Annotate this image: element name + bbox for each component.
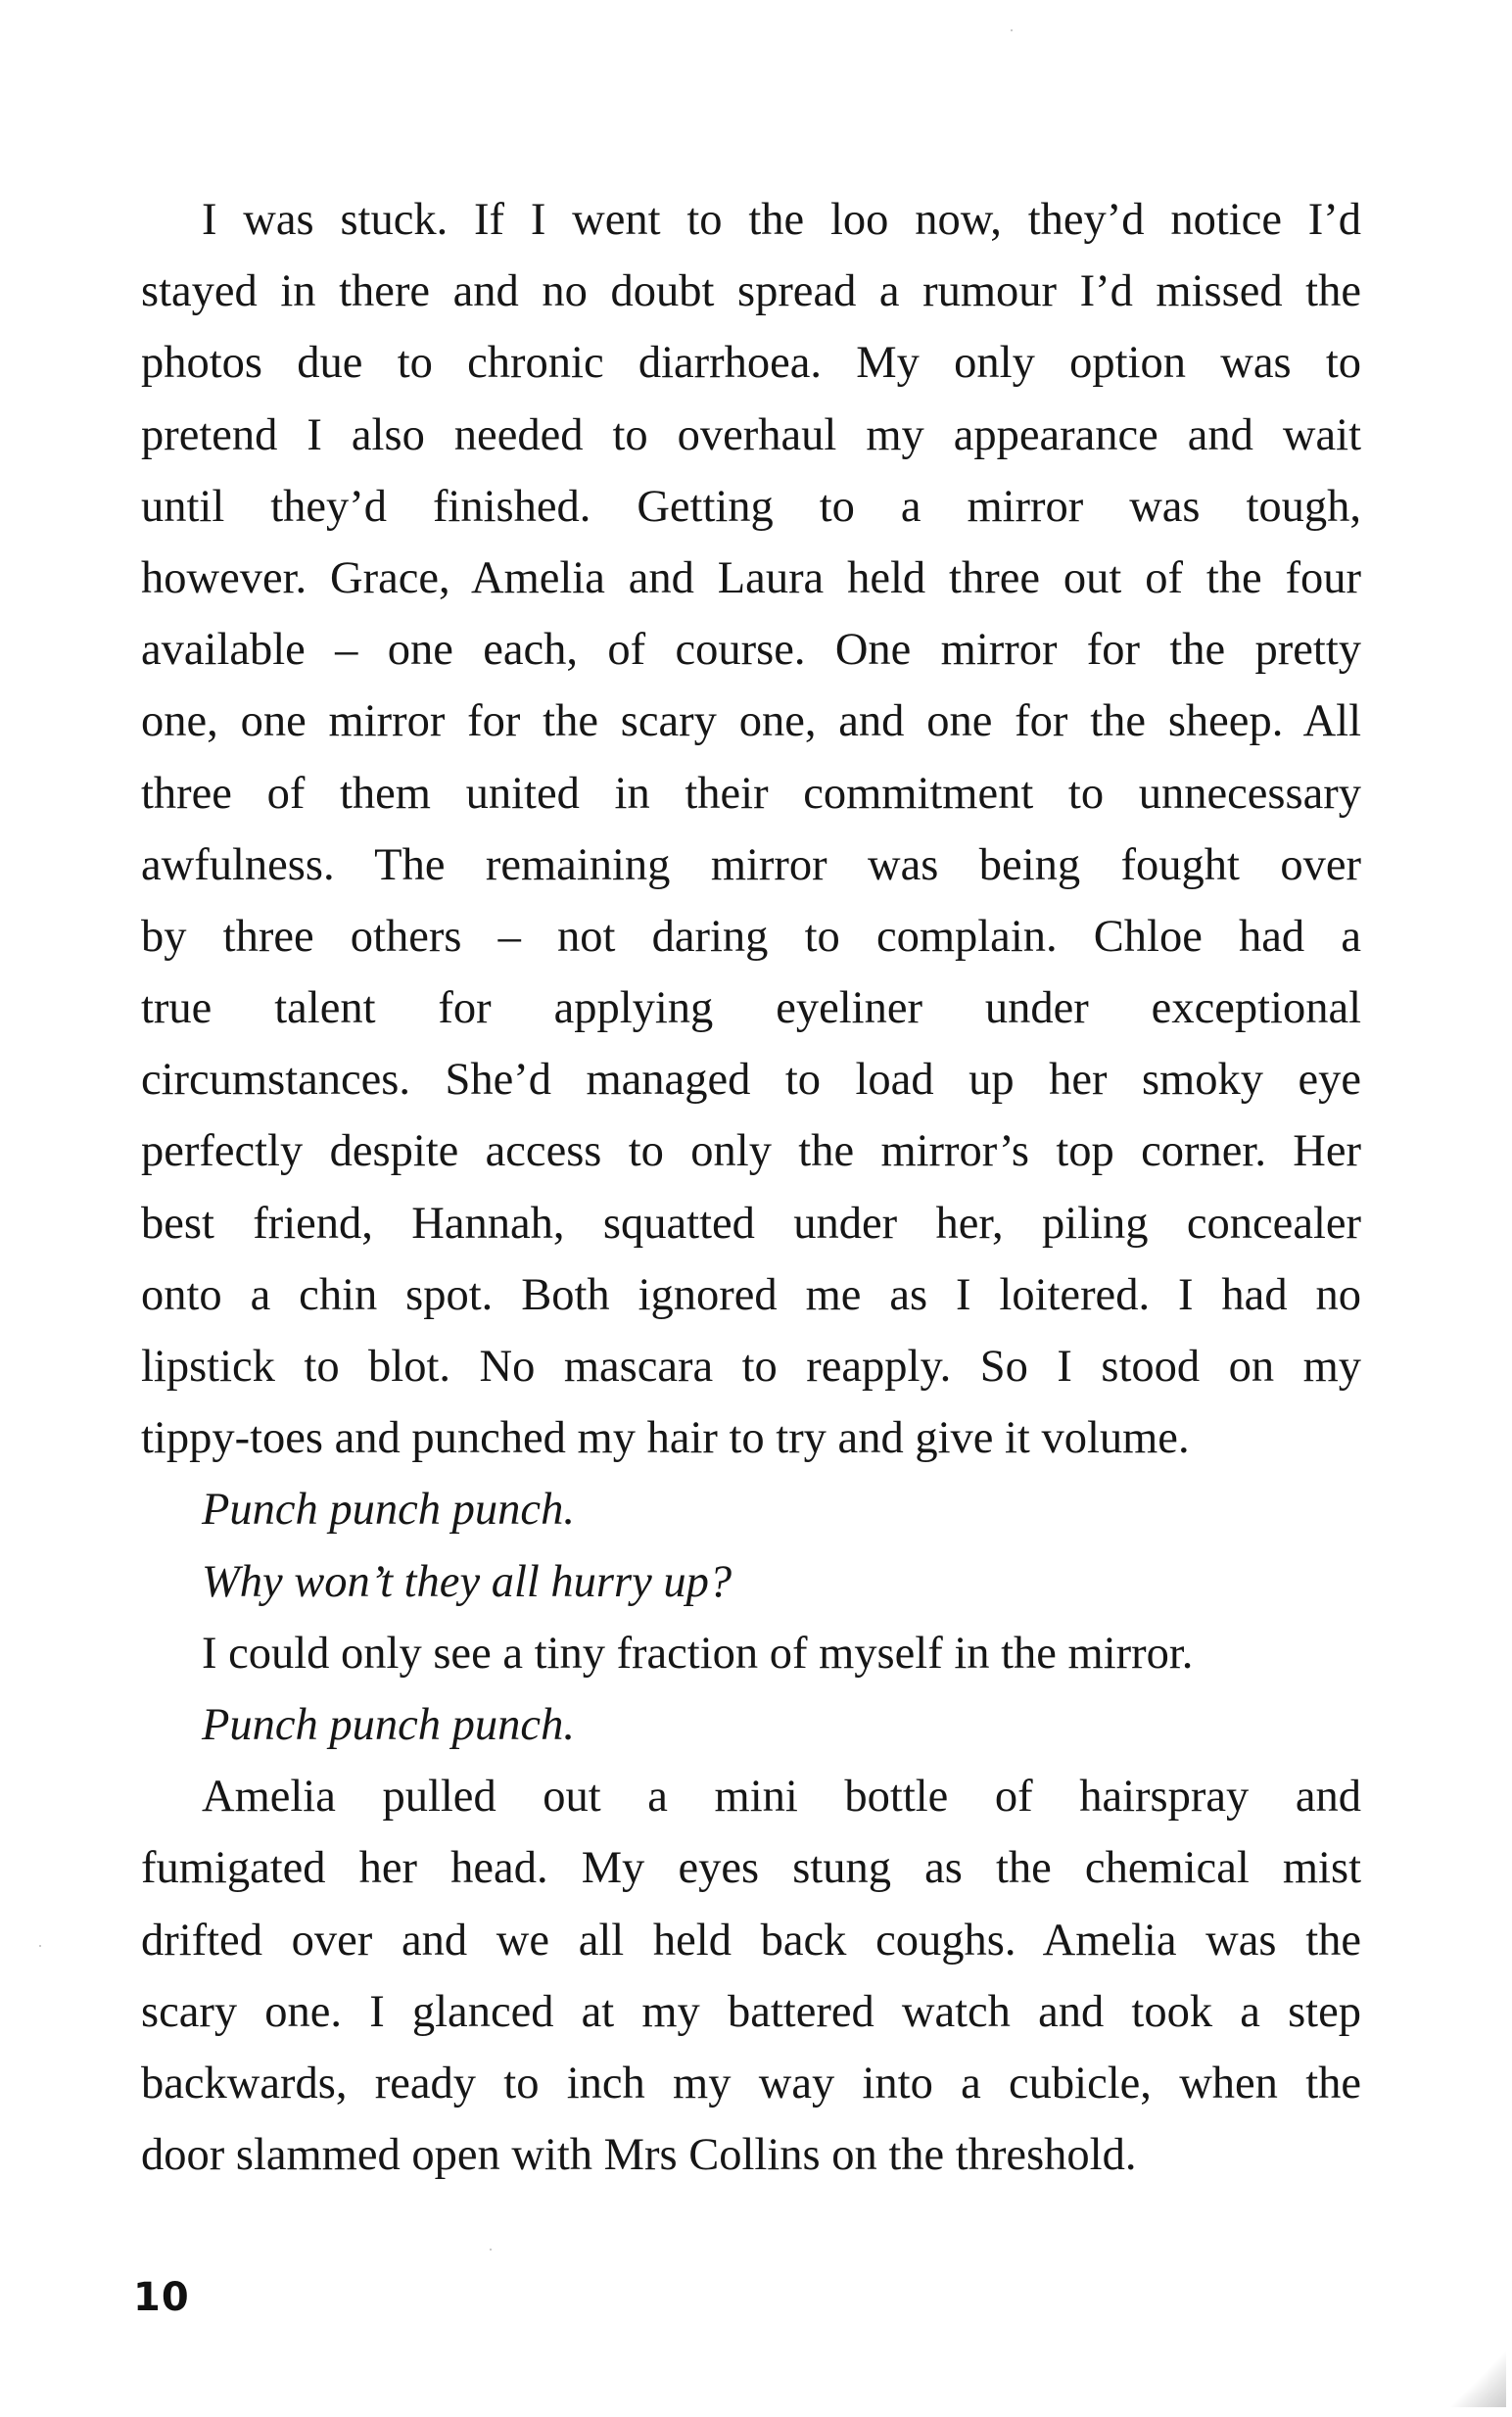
page-number: 10 <box>133 2275 190 2320</box>
text-line: best friend, Hannah, squatted under her, piling concealer <box>141 1198 1361 1249</box>
text-line: tippy-toes and punched my hair to try and give it volume. <box>141 1413 1190 1464</box>
text-line: one, one mirror for the scary one, and one for the sheep. All <box>141 696 1361 747</box>
text-line: I was stuck. If I went to the loo now, they’d notice I’d <box>202 195 1361 245</box>
text-line: door slammed open with Mrs Collins on the threshold. <box>141 2130 1137 2181</box>
body-text <box>141 184 1361 2191</box>
text-line: lipstick to blot. No mascara to reapply. So I stood on my <box>141 1342 1361 1392</box>
page-corner-shadow <box>1447 2339 1506 2407</box>
italic-line: Why won’t they all hurry up? <box>202 1556 732 1607</box>
italic-line: Punch punch punch. <box>202 1699 575 1750</box>
scan-speck <box>1011 29 1013 31</box>
text-line: however. Grace, Amelia and Laura held three out of the four <box>141 552 1361 603</box>
text-line: onto a chin spot. Both ignored me as I loitered. I had no <box>141 1269 1361 1320</box>
scan-speck <box>490 2249 492 2251</box>
text-line: awfulness. The remaining mirror was being fought over <box>141 839 1361 890</box>
text-line: until they’d finished. Getting to a mirror was tough, <box>141 481 1361 532</box>
text-line: Amelia pulled out a mini bottle of hairspray and <box>202 1772 1361 1823</box>
text-line: perfectly despite access to only the mirror’s top corner. Her <box>141 1126 1361 1177</box>
text-line: three of them united in their commitment to unnecessary <box>141 768 1361 819</box>
text-line: backwards, ready to inch my way into a cubicle, when the <box>141 2058 1361 2109</box>
text-line: by three others – not daring to complain. Chloe had a <box>141 911 1361 962</box>
text-line: circumstances. She’d managed to load up her smoky eye <box>141 1055 1361 1106</box>
text-line: pretend I also needed to overhaul my appearance and wait <box>141 409 1361 460</box>
text-line: fumigated her head. My eyes stung as the chemical mist <box>141 1843 1361 1894</box>
text-line: scary one. I glanced at my battered watch and took a step <box>141 1986 1361 2037</box>
text-line: drifted over and we all held back coughs. Amelia was the <box>141 1915 1361 1966</box>
text-line: stayed in there and no doubt spread a rumour I’d missed the <box>141 266 1361 317</box>
text-line: available – one each, of course. One mirror for the pretty <box>141 625 1361 676</box>
text-line: I could only see a tiny fraction of myself in the mirror. <box>202 1628 1194 1679</box>
scan-speck <box>39 1945 41 1947</box>
text-line: photos due to chronic diarrhoea. My only option was to <box>141 338 1361 389</box>
italic-line: Punch punch punch. <box>202 1485 575 1536</box>
text-line: true talent for applying eyeliner under exceptional <box>141 983 1361 1034</box>
